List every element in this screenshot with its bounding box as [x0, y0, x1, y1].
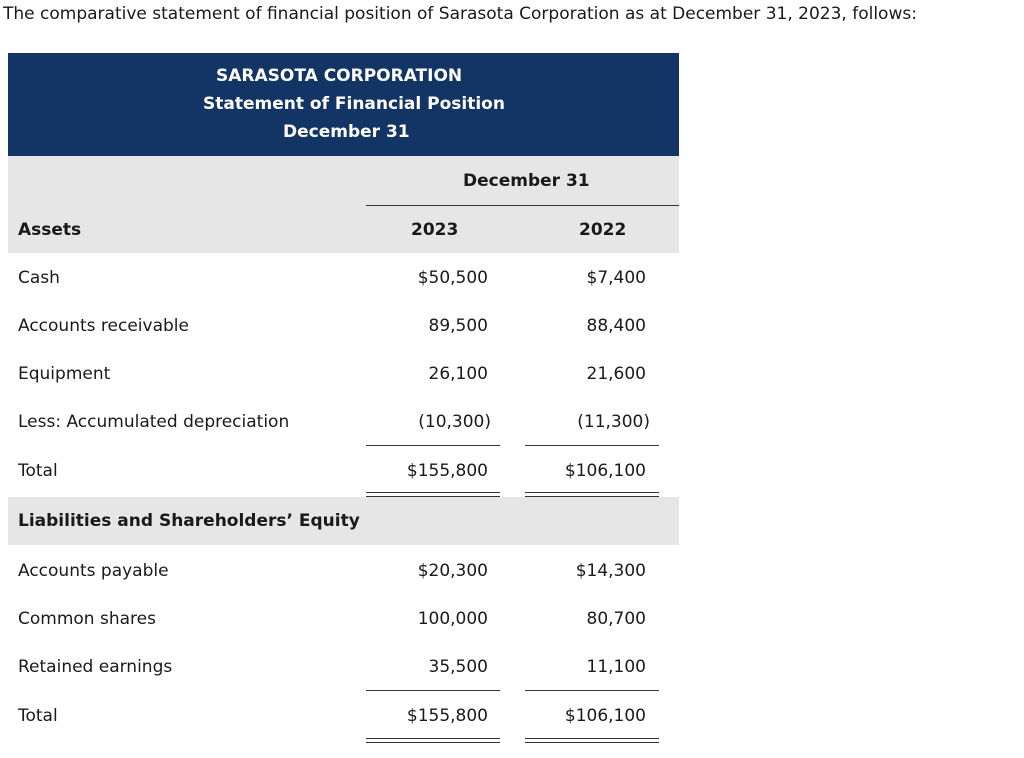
liabilities-total-2022: $106,100	[564, 706, 646, 726]
column-group-label: December 31	[463, 171, 590, 191]
asset-row-2023: (10,300)	[418, 412, 491, 432]
liability-row-2022: 11,100	[586, 657, 646, 677]
total-double-rule-2022	[525, 738, 659, 743]
subtotal-rule-2022	[525, 690, 659, 691]
statement-header	[8, 53, 679, 156]
asset-row-2022: 88,400	[586, 316, 646, 336]
liabilities-heading: Liabilities and Shareholders’ Equity	[18, 511, 360, 531]
year-2022-header: 2022	[579, 220, 627, 240]
asset-row-label: Accounts receivable	[18, 316, 189, 336]
assets-total-2022: $106,100	[564, 461, 646, 481]
liability-row-2023: $20,300	[417, 561, 488, 581]
liability-row-2023: 35,500	[428, 657, 488, 677]
statement-date: December 31	[283, 122, 410, 142]
intro-text: The comparative statement of financial position of Sarasota Corporation as at December 31, 2023, follows:	[3, 4, 917, 24]
asset-row-2022: (11,300)	[577, 412, 650, 432]
assets-total-label: Total	[18, 461, 58, 481]
liability-row-label: Common shares	[18, 609, 156, 629]
column-group-underline	[366, 205, 679, 206]
assets-heading: Assets	[18, 220, 82, 240]
asset-row-label: Equipment	[18, 364, 111, 384]
liabilities-total-2023: $155,800	[406, 706, 488, 726]
subtotal-rule-2023	[366, 690, 500, 691]
liability-row-2022: 80,700	[586, 609, 646, 629]
assets-total-2023: $155,800	[406, 461, 488, 481]
asset-row-2022: $7,400	[586, 268, 646, 288]
subtotal-rule-2022	[525, 445, 659, 446]
asset-row-2022: 21,600	[586, 364, 646, 384]
asset-row-2023: $50,500	[417, 268, 488, 288]
liability-row-2023: 100,000	[417, 609, 488, 629]
statement-title: Statement of Financial Position	[203, 94, 505, 114]
year-2023-header: 2023	[411, 220, 459, 240]
company-name: SARASOTA CORPORATION	[216, 66, 463, 86]
liabilities-total-label: Total	[18, 706, 58, 726]
asset-row-label: Cash	[18, 268, 60, 288]
subtotal-rule-2023	[366, 445, 500, 446]
liability-row-label: Retained earnings	[18, 657, 173, 677]
total-double-rule-2023	[366, 738, 500, 743]
asset-row-label: Less: Accumulated depreciation	[18, 412, 290, 432]
liability-row-label: Accounts payable	[18, 561, 169, 581]
asset-row-2023: 26,100	[428, 364, 488, 384]
asset-row-2023: 89,500	[428, 316, 488, 336]
liability-row-2022: $14,300	[575, 561, 646, 581]
